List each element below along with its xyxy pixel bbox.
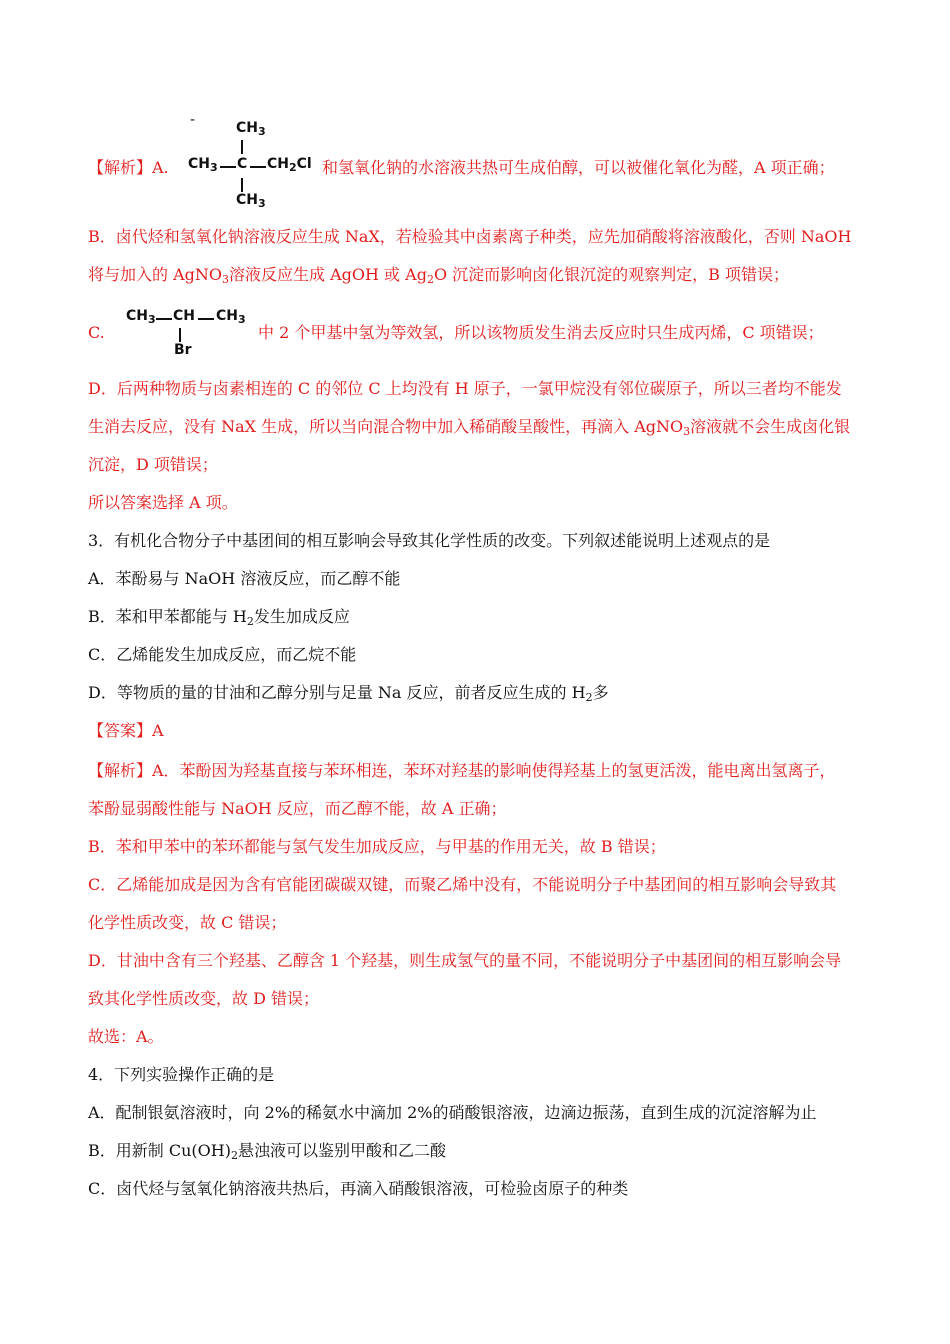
structural-formula-1 [186, 112, 316, 214]
s2-analysis-a: 【解析】A. [88, 158, 169, 177]
formula2-right-bond [198, 318, 214, 320]
formula1-top-bond [241, 140, 243, 154]
formula2-down-bond [179, 328, 181, 342]
q3-option-d: D．等物质的量的甘油和乙醇分别与足量 Na 反应，前者反应生成的 $H_2$多 [88, 683, 609, 704]
formula1-dash: - [190, 112, 196, 128]
q3-analysis-b: B．苯和甲苯中的苯环都能与氢气发生加成反应，与甲基的作用无关，故 B 错误； [88, 837, 666, 856]
formula1-left-methyl: $CH_3$ [188, 156, 218, 174]
formula1-top-methyl: $CH_3$ [236, 120, 266, 138]
structural-formula-2 [126, 308, 256, 360]
s2-analysis-b-line1: B．卤代烃和氢氧化钠溶液反应生成 NaX，若检验其中卤素离子种类，应先加硝酸将溶液酸化，否则 NaOH [88, 227, 852, 246]
q4-option-c: C．卤代烃与氢氧化钠溶液共热后，再滴入硝酸银溶液，可检验卤原子的种类 [88, 1179, 629, 1198]
q3-analysis-c-line2: 化学性质改变，故 C 错误； [88, 913, 287, 932]
s2-analysis-c-rest: 中 2 个甲基中氢为等效氢，所以该物质发生消去反应时只生成丙烯，C 项错误； [258, 323, 824, 342]
formula2-left-bond [156, 318, 172, 320]
s2-analysis-b-line2: 将与加入的 AgNO$_3$溶液反应生成 AgOH 或 $Ag_2O$ 沉淀而影响卤化银沉淀的观察判定，B 项错误； [88, 265, 790, 286]
q3-stem: 3．有机化合物分子中基团间的相互影响会导致其化学性质的改变。下列叙述能说明上述观点的是 [88, 531, 771, 550]
formula2-center: CH [173, 308, 195, 324]
q4-stem: 4．下列实验操作正确的是 [88, 1065, 275, 1084]
q3-pick: 故选：A。 [88, 1027, 164, 1046]
q3-analysis-a-line1: 【解析】A．苯酚因为羟基直接与苯环相连，苯环对羟基的影响使得羟基上的氢更活泼，能电离出氢离子， [88, 761, 836, 780]
s2-conclusion: 所以答案选择 A 项。 [88, 493, 238, 512]
q4-option-b: B．用新制 $Cu(OH)_2$悬浊液可以鉴别甲酸和乙二酸 [88, 1141, 446, 1162]
q3-analysis-d-line2: 致其化学性质改变，故 D 错误； [88, 989, 320, 1008]
s2-analysis-a-rest: 和氢氧化钠的水溶液共热可生成伯醇，可以被催化氧化为醛，A 项正确； [322, 158, 835, 177]
formula1-chloromethyl: $CH_2Cl$ [267, 156, 312, 174]
formula1-bottom-bond [241, 178, 243, 192]
q3-analysis-a-line2: 苯酚显弱酸性能与 NaOH 反应，而乙醇不能，故 A 正确； [88, 799, 507, 818]
s2-analysis-c: C. [88, 323, 105, 342]
q3-analysis-c-line1: C．乙烯能加成是因为含有官能团碳碳双键，而聚乙烯中没有，不能说明分子中基团间的相互影响会导致其 [88, 875, 837, 894]
q3-option-b: B．苯和甲苯都能与 $H_2$发生加成反应 [88, 607, 350, 628]
formula1-right-bond [250, 166, 266, 168]
q3-option-c: C．乙烯能发生加成反应，而乙烷不能 [88, 645, 357, 664]
formula1-left-bond [220, 166, 236, 168]
s2-analysis-d-line3: 沉淀，D 项错误； [88, 455, 218, 474]
formula1-center-carbon: C [237, 156, 248, 172]
q4-option-a: A．配制银氨溶液时，向 2%的稀氨水中滴加 2%的硝酸银溶液，边滴边振荡，直到生成的沉淀溶解为止 [88, 1103, 817, 1122]
formula2-right-methyl: $CH_3$ [216, 308, 246, 326]
s2-analysis-d-line2: 生消去反应，没有 NaX 生成，所以当向混合物中加入稀硝酸呈酸性，再滴入 AgNO$_3$溶液就不会生成卤化银 [88, 417, 851, 438]
formula1-bottom-methyl: $CH_3$ [236, 192, 266, 210]
q3-answer: 【答案】A [88, 721, 164, 740]
q3-analysis-d-line1: D．甘油中含有三个羟基、乙醇含 1 个羟基，则生成氢气的量不同，不能说明分子中基团间的相互影响会导 [88, 951, 842, 970]
formula2-bromine: Br [174, 342, 192, 358]
s2-analysis-d-line1: D．后两种物质与卤素相连的 C 的邻位 C 上均没有 H 原子，一氯甲烷没有邻位碳原子，所以三者均不能发 [88, 379, 842, 398]
formula2-left-methyl: $CH_3$ [126, 308, 156, 326]
q3-option-a: A．苯酚易与 NaOH 溶液反应，而乙醇不能 [88, 569, 401, 588]
